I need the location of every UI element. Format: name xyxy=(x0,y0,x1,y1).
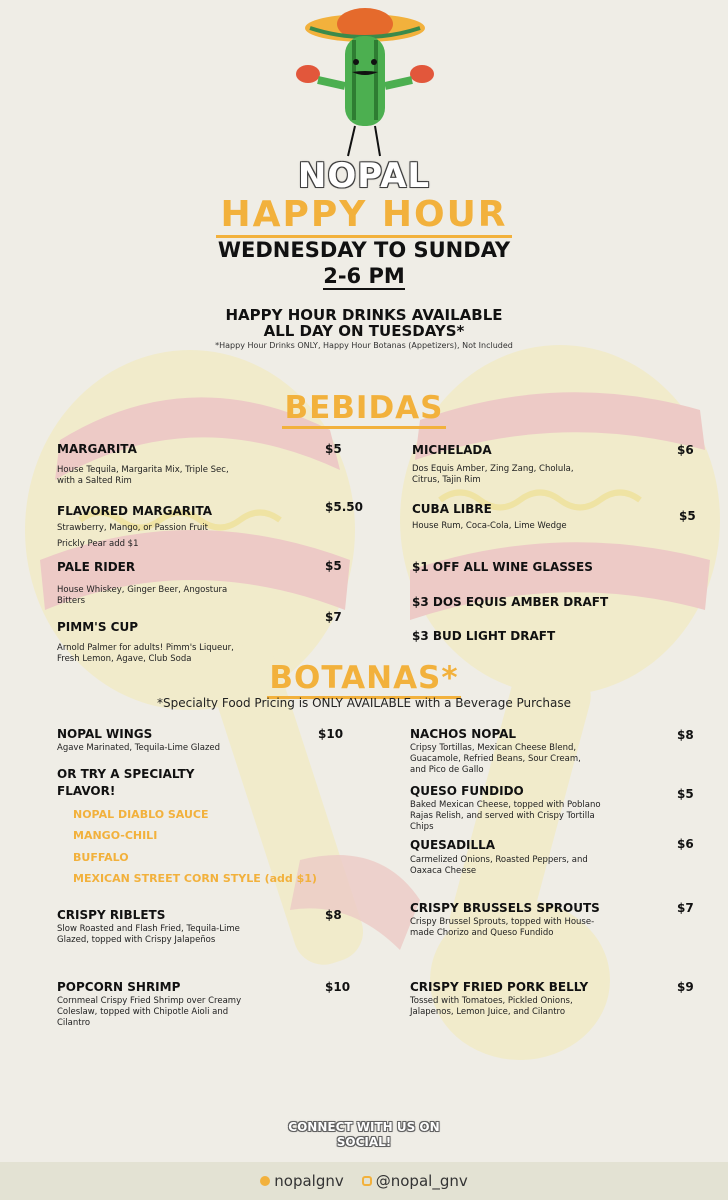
item-name: CRISPY FRIED PORK BELLY xyxy=(410,980,589,994)
specialty-heading-1: OR TRY A SPECIALTY xyxy=(57,767,195,781)
instagram-icon xyxy=(362,1176,372,1186)
tuesday-line-1: HAPPY HOUR DRINKS AVAILABLE xyxy=(225,306,503,324)
item-price: $5 xyxy=(679,509,696,523)
item-price: $5 xyxy=(677,787,694,801)
item-name: QUESADILLA xyxy=(410,838,496,852)
connect-text xyxy=(0,1120,728,1150)
flavor-item: MANGO-CHILI xyxy=(73,829,158,842)
item-desc: Dos Equis Amber, Zing Zang, Cholula, Citrus, Tajin Rim xyxy=(412,464,574,485)
item-desc: Arnold Palmer for adults! Pimm's Liqueur, Fresh Lemon, Agave, Club Soda xyxy=(57,643,234,664)
item-desc: House Rum, Coca-Cola, Lime Wedge xyxy=(412,521,567,531)
connect-line-1: CONNECT WITH US ON xyxy=(288,1120,440,1134)
item-desc: Tossed with Tomatoes, Pickled Onions, Jalapenos, Lemon Juice, and Cilantro xyxy=(410,996,573,1017)
item-name: MICHELADA xyxy=(412,443,492,457)
item-desc: House Whiskey, Ginger Beer, Angostura Bitters xyxy=(57,585,228,606)
facebook-icon xyxy=(260,1176,270,1186)
restaurant-name: NOPAL xyxy=(297,156,431,196)
botanas-heading: BOTANAS* xyxy=(0,660,728,696)
item-price: $9 xyxy=(677,980,694,994)
item-name: POPCORN SHRIMP xyxy=(57,980,181,994)
happy-hour-title: HAPPY HOUR xyxy=(0,194,728,235)
bud-light-special: $3 BUD LIGHT DRAFT xyxy=(412,629,556,643)
item-desc: Cornmeal Crispy Fried Shrimp over Creamy Coleslaw, topped with Chipotle Aioli and Cilantro xyxy=(57,996,242,1028)
item-desc: Agave Marinated, Tequila-Lime Glazed xyxy=(57,743,221,753)
item-desc: Cripsy Tortillas, Mexican Cheese Blend, Guacamole, Refried Beans, Sour Cream, and Pico de Gallo xyxy=(410,743,581,775)
item-price: $6 xyxy=(677,443,694,457)
social-bar xyxy=(0,1162,728,1200)
flavor-item: NOPAL DIABLO SAUCE xyxy=(73,808,209,821)
item-price: $5 xyxy=(325,442,342,456)
item-name: NACHOS NOPAL xyxy=(410,727,517,741)
item-price: $5.50 xyxy=(325,500,363,514)
item-name: FLAVORED MARGARITA xyxy=(57,504,213,518)
facebook-handle: nopalgnv xyxy=(274,1172,344,1190)
specialty-heading-2: FLAVOR! xyxy=(57,784,116,798)
item-desc: House Tequila, Margarita Mix, Triple Sec, with a Salted Rim xyxy=(57,465,229,486)
botanas-note: *Specialty Food Pricing is ONLY AVAILABLE with a Beverage Purchase xyxy=(156,696,572,710)
item-price: $5 xyxy=(325,559,342,573)
item-desc: Crispy Brussel Sprouts, topped with House-made Chorizo and Queso Fundido xyxy=(410,917,595,938)
item-name: CRISPY BRUSSELS SPROUTS xyxy=(410,901,600,915)
item-desc: Baked Mexican Cheese, topped with Poblano Rajas Relish, and served with Crispy Tortilla Chips xyxy=(410,800,601,832)
tuesday-line-2: ALL DAY ON TUESDAYS* xyxy=(263,322,465,340)
item-price: $8 xyxy=(677,728,694,742)
item-name: PIMM'S CUP xyxy=(57,620,138,634)
item-price: $10 xyxy=(318,727,344,741)
item-name: MARGARITA xyxy=(57,442,137,456)
item-price: $6 xyxy=(677,837,694,851)
dos-equis-special: $3 DOS EQUIS AMBER DRAFT xyxy=(412,595,609,609)
item-desc: Strawberry, Mango, or Passion Fruit xyxy=(57,523,208,533)
time-label: 2-6 PM xyxy=(323,264,405,288)
bebidas-heading: BEBIDAS xyxy=(0,390,728,426)
item-desc-extra: Prickly Pear add $1 xyxy=(57,539,139,549)
item-price: $7 xyxy=(325,610,342,624)
item-price: $10 xyxy=(325,980,351,994)
flavor-item: BUFFALO xyxy=(73,851,129,864)
item-desc: Carmelized Onions, Roasted Peppers, and Oaxaca Cheese xyxy=(410,855,588,876)
instagram-handle: @nopal_gnv xyxy=(375,1172,468,1190)
facebook-link[interactable] xyxy=(260,1172,343,1190)
item-price: $7 xyxy=(677,901,694,915)
item-name: CRISPY RIBLETS xyxy=(57,908,166,922)
item-name: QUESO FUNDIDO xyxy=(410,784,524,798)
connect-line-2: SOCIAL! xyxy=(336,1135,392,1149)
item-name: CUBA LIBRE xyxy=(412,502,492,516)
item-name: PALE RIDER xyxy=(57,560,136,574)
item-name: NOPAL WINGS xyxy=(57,727,153,741)
cactus-logo-icon xyxy=(290,6,440,166)
flavor-item: MEXICAN STREET CORN STYLE (add $1) xyxy=(73,872,317,885)
instagram-link[interactable] xyxy=(362,1172,468,1190)
tuesday-note: *Happy Hour Drinks ONLY, Happy Hour Botanas (Appetizers), Not Included xyxy=(215,341,513,350)
item-price: $8 xyxy=(325,908,342,922)
wine-special: $1 OFF ALL WINE GLASSES xyxy=(412,560,593,574)
item-desc: Slow Roasted and Flash Fried, Tequila-Lime Glazed, topped with Crispy Jalapeños xyxy=(57,924,240,945)
days-label: WEDNESDAY TO SUNDAY xyxy=(217,238,511,262)
